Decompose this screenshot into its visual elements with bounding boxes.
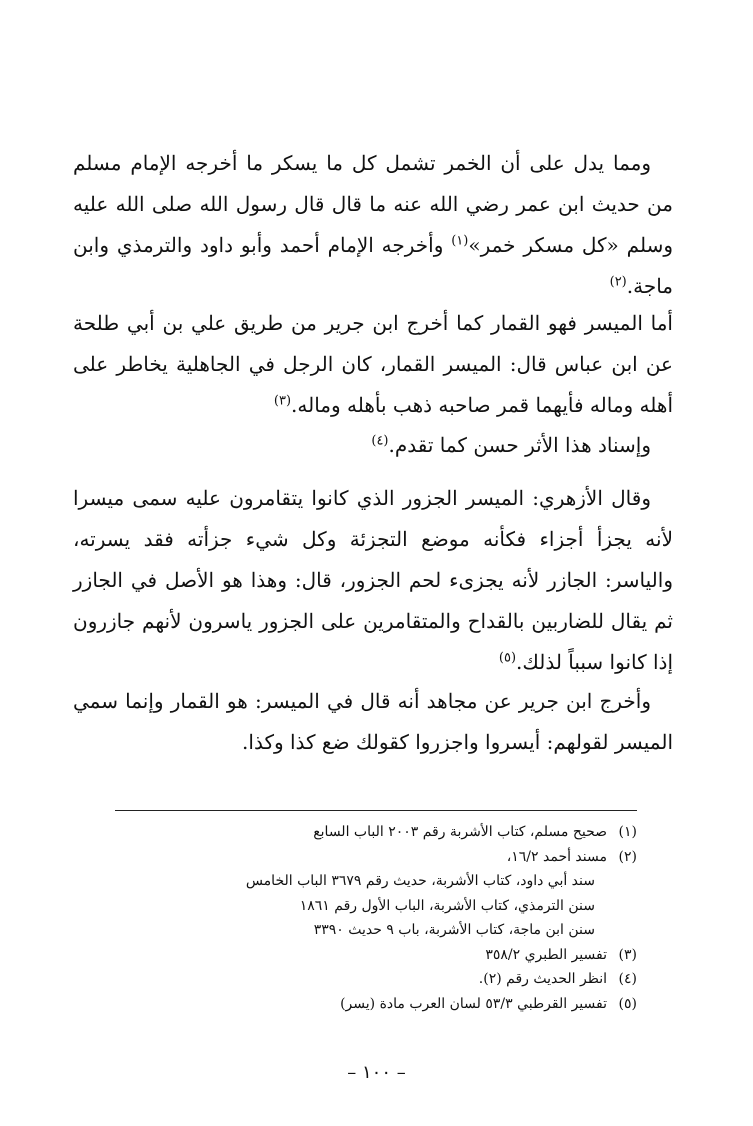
footnote-text: مسند أحمد ١٦/٢،	[506, 848, 607, 865]
footnote-5	[97, 992, 637, 1017]
footnote-number: (٤)	[618, 971, 637, 987]
footnote-text: سنن الترمذي، كتاب الأشربة، الباب الأول رقم ١٨٦١	[299, 897, 595, 914]
page-number: – ١٠٠ –	[347, 1062, 406, 1083]
footnote-ref-2[interactable]: (٢)	[609, 274, 627, 290]
footnote-ref-4[interactable]: (٤)	[371, 433, 389, 449]
footnote-ref-1[interactable]: (١)	[451, 233, 469, 249]
footnote-text: تفسير الطبري ٣٥٨/٢	[485, 946, 607, 963]
paragraph-2-text: أما الميسر فهو القمار كما أخرج ابن جرير من طريق علي بن أبي طلحة عن ابن عباس قال: الميسر القمار، كان الرجل في الجاهلية يخاطر على أهله وماله فأيهما قمر صاحبه ذهب بأهله وماله.	[73, 311, 673, 417]
footnote-1	[97, 820, 637, 845]
footnote-2	[97, 845, 637, 870]
footnote-number: (٢)	[618, 848, 637, 865]
footnote-ref-3[interactable]: (٣)	[273, 393, 292, 409]
paragraph-3-text: وإسناد هذا الأثر حسن كما تقدم.	[388, 433, 651, 457]
paragraph-5	[73, 681, 673, 763]
footnote-2-line-2	[97, 869, 637, 894]
footnote-2-line-4	[97, 918, 637, 943]
footnote-2-line-3	[97, 894, 637, 919]
footnote-text: انظر الحديث رقم (٢).	[478, 971, 607, 987]
footnote-text: سند أبي داود، كتاب الأشربة، حديث رقم ٣٦٧٩ الباب الخامس	[245, 873, 595, 889]
footnote-text: تفسير القرطبي ٥٣/٣ لسان العرب مادة (يسر)	[340, 995, 607, 1012]
footnote-4	[97, 967, 637, 992]
footnotes-list	[97, 820, 637, 1016]
paragraph-5-text: وأخرج ابن جرير عن مجاهد أنه قال في الميسر: هو القمار وإنما سمي الميسر لقولهم: أيسروا واجزروا كقولك ضع كذا وكذا.	[73, 689, 673, 754]
footnote-number: (١)	[618, 824, 637, 840]
footnote-text: صحيح مسلم، كتاب الأشربة رقم ٢٠٠٣ الباب السابع	[313, 824, 607, 840]
footnote-text: سنن ابن ماجة، كتاب الأشربة، باب ٩ حديث ٣٣٩٠	[313, 922, 595, 938]
paragraph-3	[73, 425, 673, 466]
paragraph-1-tail: وأخرجه الإمام أحمد وأبو داود والترمذي وابن ماجة.	[73, 233, 673, 298]
footnote-divider	[115, 810, 637, 811]
footnote-number: (٥)	[618, 995, 637, 1012]
paragraph-4	[73, 478, 673, 683]
footnote-number: (٣)	[618, 946, 637, 963]
paragraph-1-text: ومما يدل على أن الخمر تشمل كل ما يسكر ما أخرجه الإمام مسلم من حديث ابن عمر رضي الله عنه ما قال قال رسول الله صلى الله عليه وسلم «كل مسكر خمر»	[73, 151, 673, 257]
footnote-3	[97, 943, 637, 968]
paragraph-4-text: وقال الأزهري: الميسر الجزور الذي كانوا يتقامرون عليه سمى ميسرا لأنه يجزأ أجزاء فكأنه موضع التجزئة وكل شيء جزأته فقد يسرته، والياسر: الجازر لأنه يجزىء لحم الجزور، قال: وهذا هو الأصل في الجازر ثم يقال للضاربين بالقداح والمتقامرين على الجزور ياسرون لأنهم جازرون إذا كانوا سبباً لذلك.	[73, 486, 673, 674]
paragraph-2	[73, 303, 673, 426]
paragraph-1	[73, 143, 673, 307]
footnote-ref-5[interactable]: (٥)	[498, 650, 517, 666]
